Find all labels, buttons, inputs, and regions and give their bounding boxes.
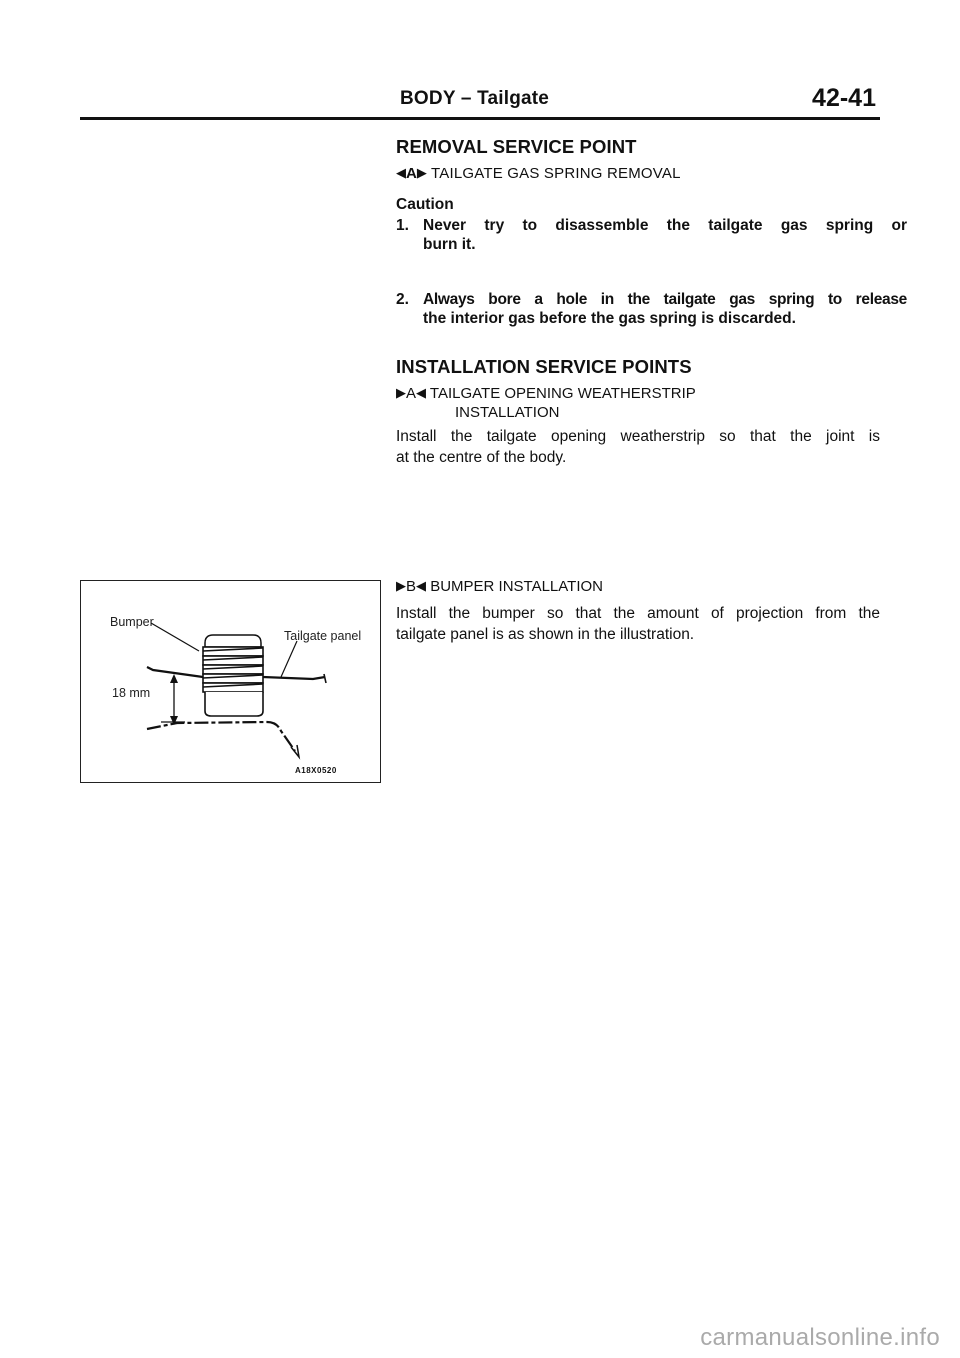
figure-code: A18X0520: [295, 766, 337, 775]
right-arrow-icon: ▶: [416, 165, 427, 180]
item-number: 1.: [396, 217, 409, 234]
install-b-text: [396, 603, 880, 645]
marker-letter: B: [406, 578, 417, 595]
left-arrow-icon: ◀: [396, 165, 406, 180]
right-arrow-icon: ▶: [396, 578, 406, 593]
text-line: Install the tailgate opening weatherstrip so that the joint is: [396, 428, 880, 445]
bumper-base: [205, 692, 263, 716]
marker-letter: A: [406, 385, 417, 402]
panel-line-left: [147, 667, 203, 677]
marker-letter: A: [406, 165, 417, 182]
text-line: at the centre of the body.: [396, 449, 567, 466]
removal-subheading: [396, 165, 880, 182]
body-panel-line: [147, 722, 295, 751]
text-line: Install the bumper so that the amount of projection from the: [396, 605, 880, 622]
subheading-text: TAILGATE GAS SPRING REMOVAL: [431, 165, 681, 182]
watermark: carmanualsonline.info: [700, 1324, 940, 1351]
panel-leader-line: [281, 641, 297, 677]
item-line: Never try to disassemble the tailgate gas spring or: [423, 217, 907, 234]
text-line: tailgate panel is as shown in the illustration.: [396, 626, 695, 643]
caution-item-1: [396, 216, 907, 254]
item-number: 2.: [396, 291, 409, 308]
dimension-arrow-top: [170, 674, 178, 683]
item-line: Always bore a hole in the tailgate gas spring to release: [423, 291, 907, 308]
install-a-heading: [396, 385, 880, 402]
bumper-leader-line: [151, 623, 199, 651]
label-bumper: Bumper: [110, 615, 154, 629]
install-a-text: [396, 426, 880, 468]
installation-heading: INSTALLATION SERVICE POINTS: [396, 356, 692, 377]
item-line: burn it.: [423, 236, 476, 253]
bumper-illustration: [81, 581, 382, 784]
install-a-heading-cont: INSTALLATION: [455, 404, 560, 421]
subheading-text: TAILGATE OPENING WEATHERSTRIP: [429, 385, 696, 402]
page-title: BODY – Tailgate: [400, 88, 550, 109]
bumper-figure: [80, 580, 381, 783]
caution-item-2: [396, 290, 907, 328]
label-dimension: 18 mm: [112, 686, 151, 700]
install-b-heading: [396, 578, 880, 595]
removal-heading: REMOVAL SERVICE POINT: [396, 136, 637, 157]
panel-line-right: [263, 677, 325, 679]
left-arrow-icon: ◀: [416, 385, 427, 400]
bumper-cap: [205, 635, 261, 647]
right-arrow-icon: ▶: [396, 385, 406, 400]
bumper-ribs: [203, 647, 263, 692]
label-tailgate-panel: Tailgate panel: [284, 629, 362, 643]
panel-hem-right: [324, 674, 326, 683]
subheading-text: BUMPER INSTALLATION: [430, 578, 603, 595]
page-number: 42-41: [812, 84, 876, 112]
header-rule: [80, 117, 880, 120]
item-line: the interior gas before the gas spring is discarded.: [423, 310, 796, 327]
left-arrow-icon: ◀: [416, 578, 427, 593]
caution-label: Caution: [396, 196, 454, 213]
